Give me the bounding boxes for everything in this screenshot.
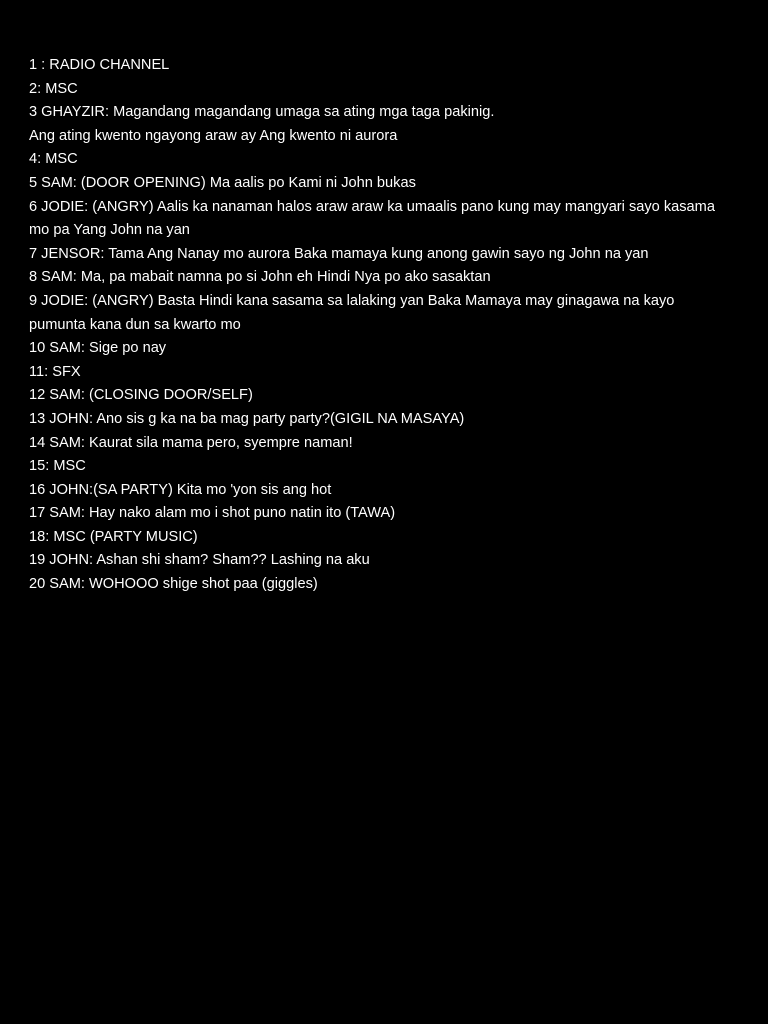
script-line: 10 SAM: Sige po nay [29,340,167,357]
script-lines [29,54,728,597]
script-line: 9 JODIE: (ANGRY) Basta Hindi kana sasama sa lalaking yan Baka Mamaya may ginagawa na kayo pumunta kana dun sa kwarto mo [29,292,675,333]
script-line: Ang ating kwento ngayong araw ay Ang kwento ni aurora [29,127,398,144]
script-line: 4: MSC [29,151,78,168]
script-line: 20 SAM: WOHOOO shige shot paa (giggles) [29,576,318,593]
script-line: 5 SAM: (DOOR OPENING) Ma aalis po Kami ni John bukas [29,174,416,191]
script-line: 7 JENSOR: Tama Ang Nanay mo aurora Baka mamaya kung anong gawin sayo ng John na yan [29,245,649,262]
script-line: 6 JODIE: (ANGRY) Aalis ka nanaman halos araw araw ka umaalis pano kung may mangyari sayo kasama mo pa Yang John na yan [29,198,715,239]
script-line: 19 JOHN: Ashan shi sham? Sham?? Lashing na aku [29,552,370,569]
script-line: 13 JOHN: Ano sis g ka na ba mag party party?(GIGIL NA MASAYA) [29,410,465,427]
script-line: 11: SFX [29,363,81,380]
script-line: 2: MSC [29,80,78,97]
script-line: 1 : RADIO CHANNEL [29,57,170,73]
script-line: 18: MSC (PARTY MUSIC) [29,528,198,545]
script-line: 14 SAM: Kaurat sila mama pero, syempre naman! [29,434,353,451]
script-line: 15: MSC [29,458,86,475]
script-line: 16 JOHN:(SA PARTY) Kita mo 'yon sis ang hot [29,481,332,498]
script-line: 12 SAM: (CLOSING DOOR/SELF) [29,387,253,404]
script-line: 17 SAM: Hay nako alam mo i shot puno natin ito (TAWA) [29,505,396,522]
script-line: 3 GHAYZIR: Magandang magandang umaga sa ating mga taga pakinig. [29,104,495,121]
script-line: 8 SAM: Ma, pa mabait namna po si John eh Hindi Nya po ako sasaktan [29,269,491,286]
